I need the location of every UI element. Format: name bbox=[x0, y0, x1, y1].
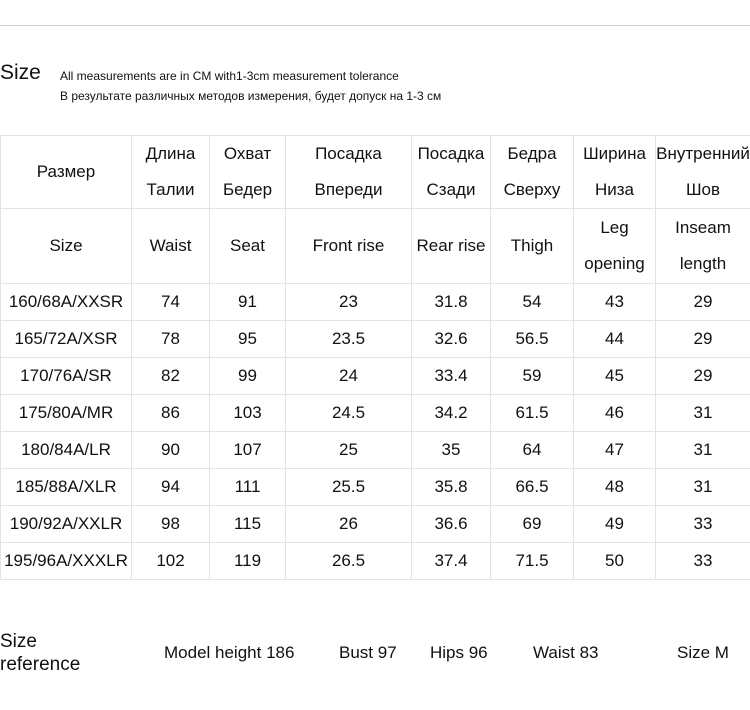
table-row bbox=[1, 284, 750, 321]
measurement-cell: 59 bbox=[491, 358, 574, 395]
page-title: Size bbox=[0, 61, 41, 84]
header-text: Посадка bbox=[417, 144, 485, 163]
size-label-cell: 190/92A/XXLR bbox=[1, 506, 132, 543]
header-text: Size bbox=[49, 236, 83, 255]
measurement-cell: 82 bbox=[132, 358, 210, 395]
size-label-cell: 170/76A/SR bbox=[1, 358, 132, 395]
table-row bbox=[1, 321, 750, 358]
measurement-cell: 61.5 bbox=[491, 395, 574, 432]
measurement-cell: 43 bbox=[574, 284, 656, 321]
header-cell bbox=[1, 136, 132, 209]
measurement-cell: 94 bbox=[132, 469, 210, 506]
measurement-cell: 33 bbox=[656, 543, 750, 580]
measurement-cell: 91 bbox=[210, 284, 286, 321]
measurement-cell: 49 bbox=[574, 506, 656, 543]
table-row bbox=[1, 506, 750, 543]
measurement-cell: 56.5 bbox=[491, 321, 574, 358]
header-text: Внутренний bbox=[656, 144, 750, 163]
header-cell bbox=[412, 209, 491, 284]
header-text: Впереди bbox=[314, 180, 383, 199]
measurement-cell: 74 bbox=[132, 284, 210, 321]
model-height: Model height 186 bbox=[164, 643, 295, 662]
header-text: Seat bbox=[230, 236, 265, 255]
measurement-cell: 119 bbox=[210, 543, 286, 580]
header-cell bbox=[132, 136, 210, 209]
header-text: Бедер bbox=[222, 180, 273, 199]
header-text: length bbox=[679, 254, 727, 273]
header-cell bbox=[286, 209, 412, 284]
measurement-cell: 44 bbox=[574, 321, 656, 358]
measurement-cell: 35.8 bbox=[412, 469, 491, 506]
measurement-cell: 64 bbox=[491, 432, 574, 469]
size-label-cell: 180/84A/LR bbox=[1, 432, 132, 469]
measurement-cell: 47 bbox=[574, 432, 656, 469]
measurement-cell: 23 bbox=[286, 284, 412, 321]
header-cell bbox=[491, 136, 574, 209]
header-text: Сзади bbox=[426, 180, 476, 199]
measurement-cell: 37.4 bbox=[412, 543, 491, 580]
measurement-cell: 98 bbox=[132, 506, 210, 543]
measurement-cell: 32.6 bbox=[412, 321, 491, 358]
header-text: Waist bbox=[149, 236, 192, 255]
model-bust: Bust 97 bbox=[339, 643, 397, 662]
header-text: Rear rise bbox=[416, 236, 486, 255]
header-text: Ширина bbox=[583, 144, 646, 163]
measurement-cell: 25 bbox=[286, 432, 412, 469]
measurement-cell: 66.5 bbox=[491, 469, 574, 506]
header-cell bbox=[574, 209, 656, 284]
header-cell bbox=[210, 209, 286, 284]
size-reference-title bbox=[0, 630, 80, 676]
header-text: Leg bbox=[600, 218, 629, 237]
size-label-cell: 195/96A/XXXLR bbox=[1, 543, 132, 580]
measurement-cell: 111 bbox=[210, 469, 286, 506]
measurement-cell: 95 bbox=[210, 321, 286, 358]
measurement-cell: 31 bbox=[656, 395, 750, 432]
size-label-cell: 160/68A/XXSR bbox=[1, 284, 132, 321]
measurement-cell: 99 bbox=[210, 358, 286, 395]
model-size: Size M bbox=[677, 643, 729, 662]
header-text: Thigh bbox=[510, 236, 554, 255]
model-hips: Hips 96 bbox=[430, 643, 488, 662]
header-cell bbox=[132, 209, 210, 284]
header-cell bbox=[656, 136, 750, 209]
header-text: Размер bbox=[36, 162, 96, 181]
size-reference-title-line: reference bbox=[0, 654, 81, 675]
table-row bbox=[1, 395, 750, 432]
header-cell bbox=[412, 136, 491, 209]
measurement-cell: 31 bbox=[656, 469, 750, 506]
measurement-cell: 23.5 bbox=[286, 321, 412, 358]
measurement-cell: 107 bbox=[210, 432, 286, 469]
measurement-note-ru: В результате различных методов измерения, будет допуск на 1-3 см bbox=[60, 89, 442, 103]
measurement-cell: 31.8 bbox=[412, 284, 491, 321]
header-text: Inseam bbox=[675, 218, 731, 237]
measurement-cell: 33.4 bbox=[412, 358, 491, 395]
header-text: Сверху bbox=[503, 180, 561, 199]
table-row bbox=[1, 469, 750, 506]
measurement-cell: 54 bbox=[491, 284, 574, 321]
top-divider bbox=[0, 25, 750, 26]
measurement-cell: 31 bbox=[656, 432, 750, 469]
measurement-cell: 29 bbox=[656, 358, 750, 395]
header-text: Шов bbox=[685, 180, 721, 199]
table-row bbox=[1, 432, 750, 469]
size-chart-table bbox=[0, 135, 750, 580]
header-cell bbox=[1, 209, 132, 284]
model-waist: Waist 83 bbox=[533, 643, 599, 662]
measurement-cell: 71.5 bbox=[491, 543, 574, 580]
table-header-row-en bbox=[1, 209, 750, 284]
table-row bbox=[1, 358, 750, 395]
measurement-cell: 90 bbox=[132, 432, 210, 469]
measurement-cell: 25.5 bbox=[286, 469, 412, 506]
header-text: Бедра bbox=[507, 144, 557, 163]
header-text: Охват bbox=[223, 144, 272, 163]
measurement-cell: 48 bbox=[574, 469, 656, 506]
measurement-cell: 50 bbox=[574, 543, 656, 580]
header-cell bbox=[656, 209, 750, 284]
measurement-cell: 26 bbox=[286, 506, 412, 543]
measurement-cell: 26.5 bbox=[286, 543, 412, 580]
measurement-cell: 34.2 bbox=[412, 395, 491, 432]
header-cell bbox=[491, 209, 574, 284]
header-cell bbox=[574, 136, 656, 209]
measurement-cell: 69 bbox=[491, 506, 574, 543]
size-label-cell: 185/88A/XLR bbox=[1, 469, 132, 506]
measurement-cell: 103 bbox=[210, 395, 286, 432]
header-text: Front rise bbox=[312, 236, 385, 255]
measurement-cell: 115 bbox=[210, 506, 286, 543]
header-text: Длина bbox=[145, 144, 196, 163]
header-text: Низа bbox=[594, 180, 635, 199]
table-row bbox=[1, 543, 750, 580]
size-label-cell: 175/80A/MR bbox=[1, 395, 132, 432]
measurement-note-en: All measurements are in CM with1-3cm measurement tolerance bbox=[60, 69, 399, 83]
measurement-cell: 29 bbox=[656, 321, 750, 358]
header-text: opening bbox=[584, 254, 645, 273]
size-reference-title-line: Size bbox=[0, 631, 37, 652]
measurement-cell: 78 bbox=[132, 321, 210, 358]
measurement-cell: 33 bbox=[656, 506, 750, 543]
measurement-cell: 45 bbox=[574, 358, 656, 395]
measurement-cell: 24 bbox=[286, 358, 412, 395]
measurement-cell: 102 bbox=[132, 543, 210, 580]
measurement-cell: 36.6 bbox=[412, 506, 491, 543]
measurement-cell: 24.5 bbox=[286, 395, 412, 432]
header-text: Посадка bbox=[315, 144, 382, 163]
header-cell bbox=[210, 136, 286, 209]
size-label-cell: 165/72A/XSR bbox=[1, 321, 132, 358]
header-text: Талии bbox=[146, 180, 195, 199]
table-header-row-ru bbox=[1, 136, 750, 209]
measurement-cell: 29 bbox=[656, 284, 750, 321]
measurement-cell: 35 bbox=[412, 432, 491, 469]
measurement-cell: 86 bbox=[132, 395, 210, 432]
measurement-cell: 46 bbox=[574, 395, 656, 432]
header-cell bbox=[286, 136, 412, 209]
